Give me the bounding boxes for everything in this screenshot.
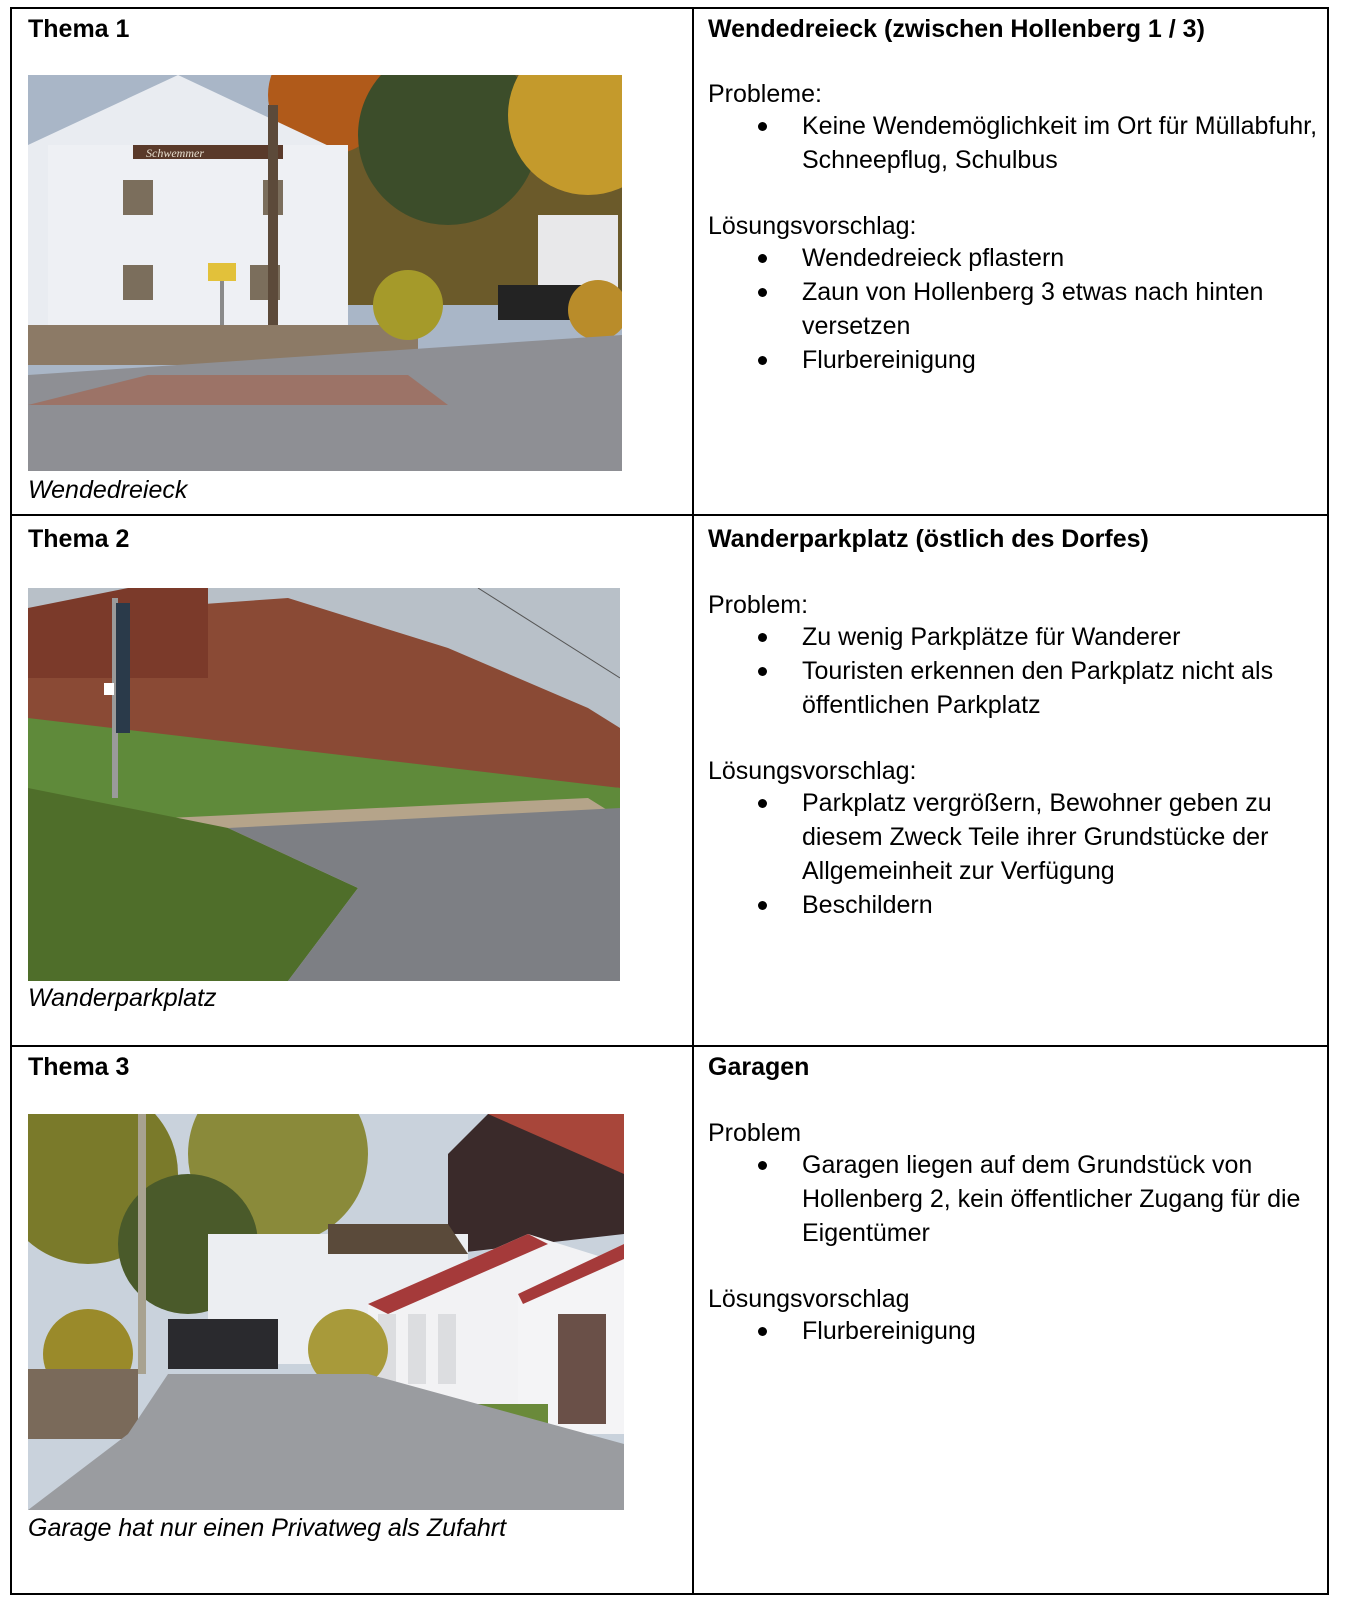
bullet-icon xyxy=(758,799,767,808)
row1-solution-label: Lösungsvorschlag: xyxy=(708,212,917,240)
row3-problem-label: Problem xyxy=(708,1119,802,1147)
list-item: Zu wenig Parkplätze für Wanderer xyxy=(708,620,1320,654)
row2-solution-label: Lösungsvorschlag: xyxy=(708,757,917,785)
photo1-sign-text: Schwemmer xyxy=(146,146,204,160)
list-item: Keine Wendemöglichkeit im Ort für Müllabfuhr, Schneepflug, Schulbus xyxy=(708,109,1320,177)
row2-left-heading: Thema 2 xyxy=(28,525,130,553)
row-divider-1 xyxy=(10,514,1329,516)
photo-wanderparkplatz xyxy=(28,588,620,981)
list-item: Flurbereinigung xyxy=(708,1314,1320,1348)
row2-caption: Wanderparkplatz xyxy=(28,984,217,1012)
row2-solution-list xyxy=(708,786,1320,922)
photo-garagen xyxy=(28,1114,624,1510)
row3-problem-list xyxy=(708,1148,1320,1250)
row1-left-heading: Thema 1 xyxy=(28,15,130,43)
list-item: Flurbereinigung xyxy=(708,343,1320,377)
row2-problem-list xyxy=(708,620,1320,722)
photo-wendedreieck xyxy=(28,75,622,471)
bullet-icon xyxy=(758,1327,767,1336)
row1-right-heading: Wendedreieck (zwischen Hollenberg 1 / 3) xyxy=(708,15,1205,43)
row3-caption: Garage hat nur einen Privatweg als Zufahrt xyxy=(28,1514,507,1542)
row2-right-content xyxy=(708,524,1320,922)
bullet-icon xyxy=(758,122,767,131)
row3-right-content xyxy=(708,1052,1320,1348)
row1-right-content xyxy=(708,14,1320,377)
row3-right-heading: Garagen xyxy=(708,1053,810,1081)
bullet-icon xyxy=(758,1161,767,1170)
list-item: Beschildern xyxy=(708,888,1320,922)
list-item: Parkplatz vergrößern, Bewohner geben zu diesem Zweck Teile ihrer Grundstücke der Allgemeinheit zur Verfügung xyxy=(708,786,1320,888)
bullet-icon xyxy=(758,288,767,297)
row3-solution-label: Lösungsvorschlag xyxy=(708,1285,910,1313)
bullet-icon xyxy=(758,667,767,676)
row-divider-2 xyxy=(10,1045,1329,1047)
bullet-icon xyxy=(758,254,767,263)
row2-right-heading: Wanderparkplatz (östlich des Dorfes) xyxy=(708,525,1149,553)
row1-problem-label: Probleme: xyxy=(708,80,822,108)
bullet-icon xyxy=(758,901,767,910)
list-item: Zaun von Hollenberg 3 etwas nach hinten versetzen xyxy=(708,275,1320,343)
row3-left-heading: Thema 3 xyxy=(28,1053,130,1081)
row2-problem-label: Problem: xyxy=(708,591,809,619)
list-item: Touristen erkennen den Parkplatz nicht als öffentlichen Parkplatz xyxy=(708,654,1320,722)
row1-solution-list xyxy=(708,241,1320,377)
row3-solution-list xyxy=(708,1314,1320,1348)
row1-caption: Wendedreieck xyxy=(28,476,188,504)
list-item: Wendedreieck pflastern xyxy=(708,241,1320,275)
bullet-icon xyxy=(758,633,767,642)
list-item: Garagen liegen auf dem Grundstück von Hollenberg 2, kein öffentlicher Zugang für die Eigentümer xyxy=(708,1148,1320,1250)
column-divider xyxy=(692,7,694,1595)
row1-problem-list xyxy=(708,109,1320,177)
bullet-icon xyxy=(758,356,767,365)
